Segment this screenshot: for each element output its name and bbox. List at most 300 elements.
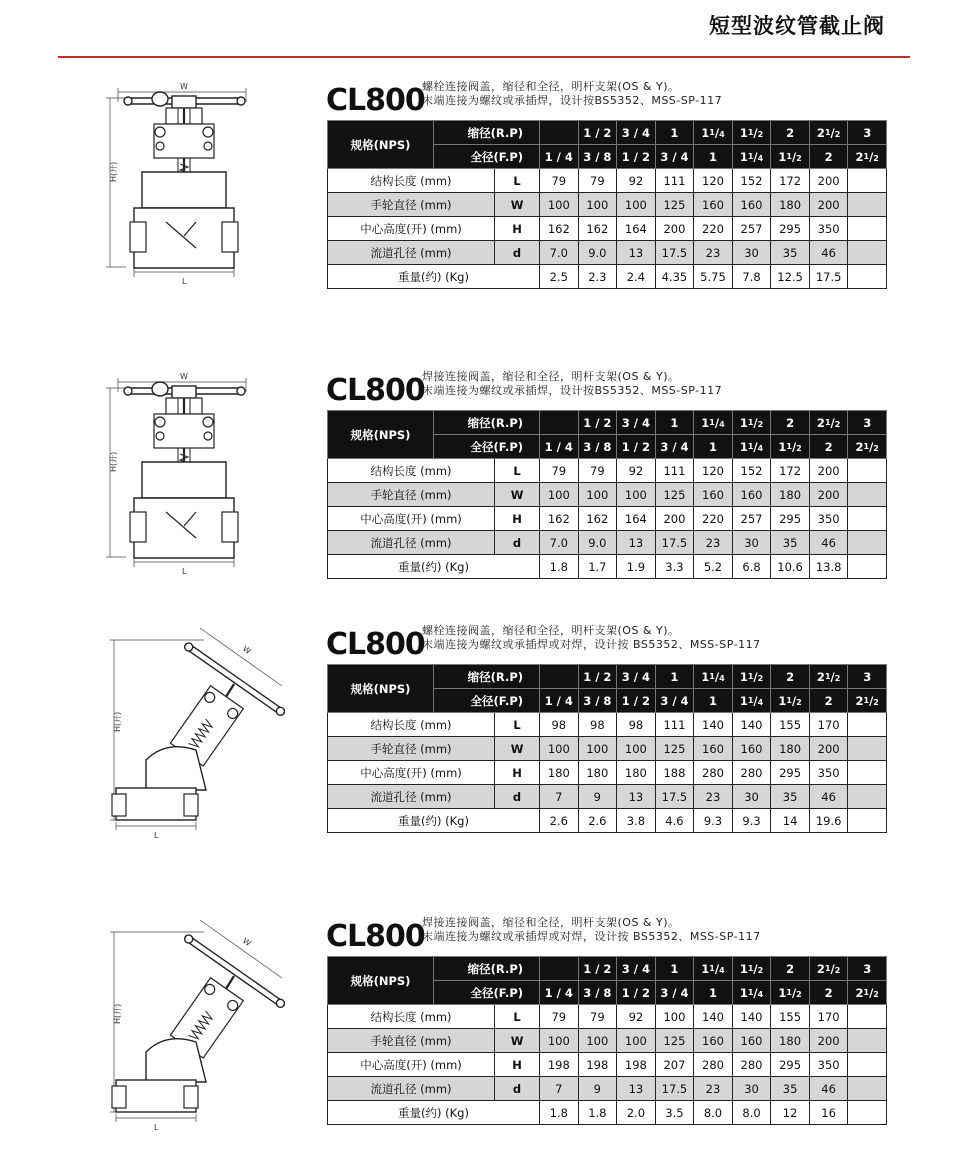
table-row (328, 193, 887, 217)
row-label: 重量(约) (Kg) (328, 809, 540, 833)
rp-size-cell (540, 665, 579, 689)
rp-size-cell: $2^1/2$ (809, 411, 848, 435)
table-row (328, 507, 887, 531)
row-label: 中心高度(开) (mm) (328, 761, 495, 785)
value-cell: 2.0 (617, 1101, 656, 1125)
value-cell (848, 531, 887, 555)
dimension-l-label: L (182, 277, 187, 286)
value-cell: 1.8 (540, 555, 579, 579)
fp-size-cell: 1 / 2 (617, 689, 656, 713)
reduced-port-header: 缩径(R.P) (434, 957, 540, 981)
value-cell: 17.5 (655, 785, 694, 809)
description-line: 末端连接为螺纹或承插焊或对焊，设计按 BS5352、MSS-SP-117 (422, 638, 761, 651)
fp-size-cell: 3 / 8 (578, 689, 617, 713)
fp-size-cell: $1^1/4$ (732, 435, 771, 459)
value-cell: 111 (655, 169, 694, 193)
value-cell: 280 (732, 1053, 771, 1077)
value-cell: 180 (771, 193, 810, 217)
rp-size-cell (540, 957, 579, 981)
fp-size-cell: $1^1/4$ (732, 981, 771, 1005)
rp-size-cell: $2^1/2$ (809, 121, 848, 145)
valve-section (0, 606, 963, 851)
value-cell: 4.6 (655, 809, 694, 833)
rp-size-cell (540, 411, 579, 435)
value-cell: 100 (617, 193, 656, 217)
value-cell: 14 (771, 809, 810, 833)
value-cell: 170 (809, 713, 848, 737)
fp-size-cell: 1 (694, 145, 733, 169)
rp-size-cell: 3 (848, 121, 887, 145)
value-cell (848, 483, 887, 507)
row-label: 流道孔径 (mm) (328, 531, 495, 555)
spec-table (327, 664, 887, 833)
row-symbol: d (495, 785, 540, 809)
fp-size-cell: 1 / 4 (540, 689, 579, 713)
rp-size-cell: 1 / 2 (578, 665, 617, 689)
value-cell: 30 (732, 241, 771, 265)
value-cell: 3.5 (655, 1101, 694, 1125)
value-cell: 35 (771, 531, 810, 555)
dimension-w-label: W (180, 372, 188, 381)
description-line: 末端连接为螺纹或承插焊，设计按BS5352、MSS-SP-117 (422, 384, 723, 397)
value-cell (848, 555, 887, 579)
row-symbol: H (495, 217, 540, 241)
valve-section (0, 62, 963, 307)
fp-size-cell: $1^1/4$ (732, 145, 771, 169)
value-cell: 100 (540, 483, 579, 507)
value-cell: 3.8 (617, 809, 656, 833)
rp-size-cell: 1 / 2 (578, 121, 617, 145)
value-cell (848, 1077, 887, 1101)
gate-valve-drawing (96, 72, 256, 302)
spec-table (327, 956, 887, 1125)
rp-size-cell: 3 (848, 665, 887, 689)
rp-size-cell: $1^1/4$ (694, 411, 733, 435)
value-cell: 9.0 (578, 531, 617, 555)
value-cell (848, 459, 887, 483)
fp-size-cell: 2 (809, 435, 848, 459)
rp-size-cell: 2 (771, 665, 810, 689)
value-cell: 7.8 (732, 265, 771, 289)
dimension-w-label: W (240, 936, 253, 949)
value-cell: 5.75 (694, 265, 733, 289)
value-cell: 100 (617, 483, 656, 507)
value-cell: 19.6 (809, 809, 848, 833)
value-cell: 30 (732, 1077, 771, 1101)
table-row (328, 265, 887, 289)
value-cell: 23 (694, 1077, 733, 1101)
value-cell: 125 (655, 193, 694, 217)
value-cell: 350 (809, 217, 848, 241)
value-cell (848, 785, 887, 809)
fp-size-cell: 1 / 4 (540, 981, 579, 1005)
dimension-l-label: L (154, 831, 159, 840)
value-cell: 100 (540, 193, 579, 217)
rp-size-cell: 3 (848, 411, 887, 435)
rp-size-cell: $1^1/2$ (732, 411, 771, 435)
value-cell: 7.0 (540, 241, 579, 265)
row-label: 手轮直径 (mm) (328, 1029, 495, 1053)
value-cell: 160 (732, 483, 771, 507)
fp-size-cell: 3 / 4 (655, 981, 694, 1005)
value-cell: 79 (540, 1005, 579, 1029)
dimension-h-label: H(开) (113, 711, 122, 732)
full-port-header: 全径(F.P) (434, 981, 540, 1005)
fp-size-cell: 1 / 4 (540, 145, 579, 169)
value-cell: 162 (578, 507, 617, 531)
value-cell: 200 (655, 507, 694, 531)
rp-size-cell: 1 / 2 (578, 411, 617, 435)
value-cell (848, 507, 887, 531)
row-label: 结构长度 (mm) (328, 169, 495, 193)
value-cell (848, 193, 887, 217)
description-line: 末端连接为螺纹或承插焊或对焊，设计按 BS5352、MSS-SP-117 (422, 930, 761, 943)
value-cell: 350 (809, 761, 848, 785)
row-label: 结构长度 (mm) (328, 459, 495, 483)
rp-size-cell: 2 (771, 121, 810, 145)
value-cell: 180 (578, 761, 617, 785)
value-cell: 3.3 (655, 555, 694, 579)
row-symbol: W (495, 483, 540, 507)
row-symbol: W (495, 193, 540, 217)
dimension-w-label: W (240, 644, 253, 657)
table-row (328, 809, 887, 833)
value-cell: 23 (694, 241, 733, 265)
valve-section (0, 352, 963, 597)
valve-drawing (104, 620, 264, 850)
table-row (328, 531, 887, 555)
fp-size-cell: 3 / 4 (655, 145, 694, 169)
valve-drawing (96, 72, 256, 302)
value-cell: 200 (809, 737, 848, 761)
value-cell: 162 (540, 217, 579, 241)
value-cell: 160 (694, 737, 733, 761)
value-cell: 111 (655, 713, 694, 737)
fp-size-cell: 1 / 2 (617, 981, 656, 1005)
rp-size-cell: $2^1/2$ (809, 665, 848, 689)
value-cell: 160 (694, 193, 733, 217)
value-cell: 172 (771, 169, 810, 193)
value-cell: 198 (578, 1053, 617, 1077)
value-cell: 92 (617, 169, 656, 193)
value-cell: 8.0 (694, 1101, 733, 1125)
rp-size-cell: $1^1/4$ (694, 957, 733, 981)
row-label: 手轮直径 (mm) (328, 483, 495, 507)
row-symbol: L (495, 169, 540, 193)
full-port-header: 全径(F.P) (434, 689, 540, 713)
value-cell: 12 (771, 1101, 810, 1125)
fp-size-cell: 3 / 4 (655, 435, 694, 459)
value-cell: 7 (540, 1077, 579, 1101)
rp-size-cell: 2 (771, 411, 810, 435)
value-cell: 1.8 (540, 1101, 579, 1125)
value-cell: 2.4 (617, 265, 656, 289)
table-row (328, 737, 887, 761)
value-cell: 98 (540, 713, 579, 737)
row-label: 流道孔径 (mm) (328, 1077, 495, 1101)
value-cell: 79 (540, 459, 579, 483)
table-row (328, 761, 887, 785)
value-cell (848, 809, 887, 833)
full-port-header: 全径(F.P) (434, 435, 540, 459)
fp-size-cell: 3 / 8 (578, 981, 617, 1005)
model-class: CL800 (326, 83, 425, 118)
row-symbol: H (495, 1053, 540, 1077)
fp-size-cell: $2^1/2$ (848, 435, 887, 459)
table-row (328, 1029, 887, 1053)
value-cell: 162 (578, 217, 617, 241)
gate-valve-drawing (96, 362, 256, 592)
value-cell: 280 (732, 761, 771, 785)
spec-header: 规格(NPS) (328, 957, 434, 1005)
value-cell: 160 (694, 1029, 733, 1053)
value-cell: 160 (732, 737, 771, 761)
valve-drawing (96, 362, 256, 592)
fp-size-cell: $1^1/4$ (732, 689, 771, 713)
value-cell: 98 (617, 713, 656, 737)
value-cell (848, 241, 887, 265)
value-cell (848, 169, 887, 193)
description-line: 末端连接为螺纹或承插焊，设计按BS5352、MSS-SP-117 (422, 94, 723, 107)
value-cell (848, 1053, 887, 1077)
value-cell: 35 (771, 241, 810, 265)
table-row (328, 483, 887, 507)
value-cell: 180 (771, 483, 810, 507)
value-cell: 23 (694, 531, 733, 555)
description-line: 焊接连接阀盖，缩径和全径，明杆支架(OS & Y)。 (422, 370, 680, 383)
fp-size-cell: 3 / 8 (578, 435, 617, 459)
value-cell: 46 (809, 1077, 848, 1101)
table-row (328, 241, 887, 265)
row-symbol: L (495, 459, 540, 483)
fp-size-cell: $2^1/2$ (848, 145, 887, 169)
fp-size-cell: 1 (694, 981, 733, 1005)
value-cell: 200 (809, 193, 848, 217)
fp-size-cell: $2^1/2$ (848, 689, 887, 713)
rp-size-cell: 3 / 4 (617, 121, 656, 145)
fp-size-cell: 2 (809, 145, 848, 169)
row-symbol: d (495, 531, 540, 555)
valve-section (0, 898, 963, 1143)
dimension-h-label: H(开) (109, 161, 118, 182)
page-title: 短型波纹管截止阀 (709, 14, 885, 38)
row-label: 重量(约) (Kg) (328, 265, 540, 289)
value-cell: 200 (809, 1029, 848, 1053)
description-line: 螺栓连接阀盖，缩径和全径，明杆支架(OS & Y)。 (422, 624, 680, 637)
value-cell: 125 (655, 483, 694, 507)
row-symbol: H (495, 507, 540, 531)
fp-size-cell: 1 (694, 435, 733, 459)
rp-size-cell: 1 (655, 665, 694, 689)
value-cell (848, 265, 887, 289)
value-cell (848, 737, 887, 761)
value-cell: 9.3 (732, 809, 771, 833)
value-cell: 13 (617, 1077, 656, 1101)
rp-size-cell: 3 / 4 (617, 957, 656, 981)
table-row (328, 1053, 887, 1077)
value-cell: 257 (732, 507, 771, 531)
value-cell: 125 (655, 1029, 694, 1053)
row-label: 手轮直径 (mm) (328, 737, 495, 761)
table-row (328, 555, 887, 579)
value-cell: 120 (694, 169, 733, 193)
value-cell: 17.5 (655, 531, 694, 555)
fp-size-cell: $1^1/2$ (771, 981, 810, 1005)
value-cell: 30 (732, 531, 771, 555)
value-cell: 7 (540, 785, 579, 809)
reduced-port-header: 缩径(R.P) (434, 665, 540, 689)
value-cell (848, 1029, 887, 1053)
value-cell: 7.0 (540, 531, 579, 555)
value-cell: 295 (771, 1053, 810, 1077)
row-symbol: d (495, 241, 540, 265)
value-cell: 180 (771, 1029, 810, 1053)
value-cell: 350 (809, 1053, 848, 1077)
value-cell: 9 (578, 1077, 617, 1101)
row-symbol: d (495, 1077, 540, 1101)
value-cell: 100 (617, 1029, 656, 1053)
fp-size-cell: 1 / 2 (617, 145, 656, 169)
spec-header: 规格(NPS) (328, 665, 434, 713)
value-cell: 155 (771, 713, 810, 737)
value-cell: 140 (694, 1005, 733, 1029)
fp-size-cell: 3 / 8 (578, 145, 617, 169)
value-cell: 170 (809, 1005, 848, 1029)
value-cell: 180 (540, 761, 579, 785)
value-cell: 100 (578, 737, 617, 761)
model-class: CL800 (326, 627, 425, 662)
dimension-h-label: H(开) (109, 451, 118, 472)
fp-size-cell: $1^1/2$ (771, 145, 810, 169)
value-cell: 140 (732, 1005, 771, 1029)
value-cell: 9.3 (694, 809, 733, 833)
value-cell: 2.5 (540, 265, 579, 289)
spec-header: 规格(NPS) (328, 411, 434, 459)
value-cell: 100 (578, 193, 617, 217)
row-label: 中心高度(开) (mm) (328, 217, 495, 241)
value-cell: 10.6 (771, 555, 810, 579)
value-cell (848, 713, 887, 737)
row-label: 结构长度 (mm) (328, 1005, 495, 1029)
row-label: 结构长度 (mm) (328, 713, 495, 737)
fp-size-cell: $1^1/2$ (771, 435, 810, 459)
rp-size-cell: 3 / 4 (617, 411, 656, 435)
value-cell: 100 (578, 1029, 617, 1053)
value-cell: 172 (771, 459, 810, 483)
fp-size-cell: $2^1/2$ (848, 981, 887, 1005)
row-label: 流道孔径 (mm) (328, 241, 495, 265)
value-cell: 162 (540, 507, 579, 531)
rp-size-cell: 3 / 4 (617, 665, 656, 689)
dimension-w-label: W (180, 82, 188, 91)
description-line: 焊接连接阀盖，缩径和全径，明杆支架(OS & Y)。 (422, 916, 680, 929)
value-cell: 200 (655, 217, 694, 241)
value-cell: 160 (694, 483, 733, 507)
value-cell: 140 (732, 713, 771, 737)
section-description (422, 370, 722, 398)
value-cell: 120 (694, 459, 733, 483)
dimension-h-label: H(开) (113, 1003, 122, 1024)
reduced-port-header: 缩径(R.P) (434, 411, 540, 435)
section-description (422, 624, 761, 652)
rp-size-cell: 2 (771, 957, 810, 981)
spec-header: 规格(NPS) (328, 121, 434, 169)
dimension-l-label: L (182, 567, 187, 576)
row-symbol: H (495, 761, 540, 785)
value-cell: 200 (809, 169, 848, 193)
row-label: 重量(约) (Kg) (328, 555, 540, 579)
value-cell: 1.8 (578, 1101, 617, 1125)
value-cell: 17.5 (809, 265, 848, 289)
table-row (328, 713, 887, 737)
value-cell: 79 (540, 169, 579, 193)
value-cell: 2.3 (578, 265, 617, 289)
value-cell: 295 (771, 761, 810, 785)
fp-size-cell: $1^1/2$ (771, 689, 810, 713)
value-cell: 92 (617, 1005, 656, 1029)
title-divider (58, 56, 910, 58)
fp-size-cell: 2 (809, 689, 848, 713)
value-cell (848, 1005, 887, 1029)
value-cell: 100 (655, 1005, 694, 1029)
value-cell: 295 (771, 217, 810, 241)
dimension-l-label: L (154, 1123, 159, 1132)
value-cell: 46 (809, 531, 848, 555)
value-cell: 100 (540, 1029, 579, 1053)
value-cell: 13 (617, 785, 656, 809)
table-row (328, 1077, 887, 1101)
table-row (328, 217, 887, 241)
value-cell: 220 (694, 507, 733, 531)
value-cell: 4.35 (655, 265, 694, 289)
table-row (328, 1005, 887, 1029)
fp-size-cell: 1 (694, 689, 733, 713)
value-cell: 188 (655, 761, 694, 785)
section-description (422, 80, 722, 108)
value-cell: 1.9 (617, 555, 656, 579)
value-cell: 6.8 (732, 555, 771, 579)
spec-table (327, 410, 887, 579)
value-cell: 100 (578, 483, 617, 507)
row-label: 手轮直径 (mm) (328, 193, 495, 217)
table-row (328, 169, 887, 193)
table-row (328, 1101, 887, 1125)
table-row (328, 785, 887, 809)
row-symbol: W (495, 1029, 540, 1053)
value-cell: 152 (732, 169, 771, 193)
value-cell: 220 (694, 217, 733, 241)
model-class: CL800 (326, 373, 425, 408)
value-cell: 12.5 (771, 265, 810, 289)
value-cell: 140 (694, 713, 733, 737)
value-cell: 79 (578, 459, 617, 483)
value-cell: 164 (617, 507, 656, 531)
fp-size-cell: 2 (809, 981, 848, 1005)
value-cell: 100 (540, 737, 579, 761)
row-label: 中心高度(开) (mm) (328, 507, 495, 531)
value-cell: 5.2 (694, 555, 733, 579)
value-cell: 92 (617, 459, 656, 483)
value-cell: 280 (694, 1053, 733, 1077)
value-cell: 257 (732, 217, 771, 241)
value-cell: 46 (809, 785, 848, 809)
value-cell (848, 761, 887, 785)
spec-table (327, 120, 887, 289)
fp-size-cell: 3 / 4 (655, 689, 694, 713)
rp-size-cell: $1^1/4$ (694, 121, 733, 145)
row-label: 重量(约) (Kg) (328, 1101, 540, 1125)
value-cell: 2.6 (540, 809, 579, 833)
